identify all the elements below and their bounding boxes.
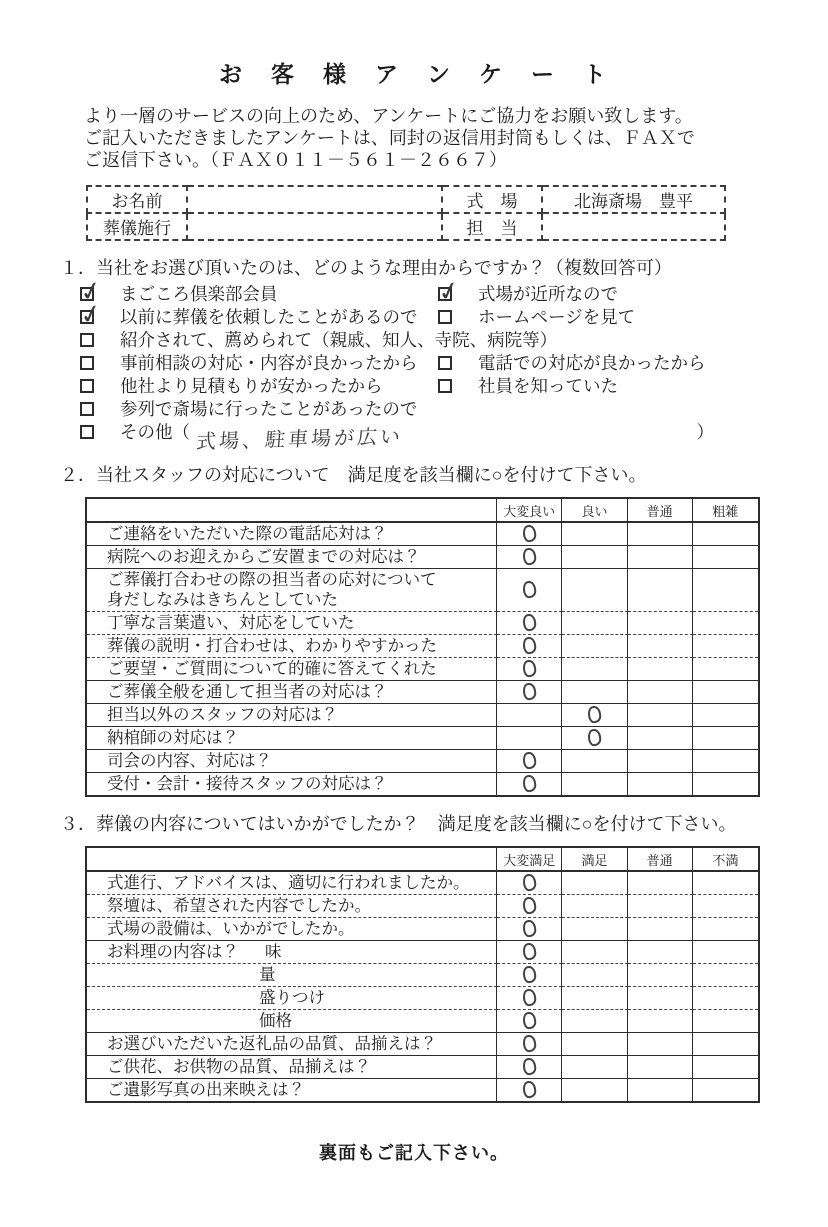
rating-cell[interactable] <box>693 523 758 546</box>
question-label: お選びいただいた返礼品の品質、品揃えは？ <box>87 1033 497 1056</box>
q1-option <box>80 398 417 421</box>
rating-column-header: 満足 <box>562 848 627 872</box>
handwritten-circle-mark <box>522 659 537 678</box>
rating-cell[interactable] <box>497 704 562 727</box>
handwritten-circle-mark <box>522 524 537 543</box>
rating-table-row <box>87 895 758 918</box>
rating-column-header: 粗雑 <box>693 499 758 523</box>
option-label: まごころ倶楽部会員 <box>120 284 278 304</box>
rating-cell[interactable] <box>562 941 627 964</box>
rating-cell[interactable] <box>562 681 627 704</box>
intro-line: ご記入いただきましたアンケートは、同封の返信用封筒もしくは、ＦＡＸで <box>84 128 695 148</box>
rating-table-row <box>87 987 758 1010</box>
rating-cell[interactable] <box>628 523 693 546</box>
question-sub-label: 盛りつけ <box>259 989 325 1007</box>
rating-cell[interactable] <box>693 658 758 681</box>
info-row <box>87 213 725 240</box>
question-1-section <box>60 256 828 454</box>
rating-cell[interactable] <box>562 635 627 658</box>
question-label <box>87 987 497 1010</box>
q1-option <box>438 352 706 375</box>
rating-cell[interactable] <box>497 964 562 987</box>
rating-cell[interactable] <box>497 612 562 635</box>
question-label: 式進行、アドバイスは、適切に行われましたか。 <box>87 872 497 895</box>
rating-cell[interactable] <box>628 681 693 704</box>
q3-heading: ３．葬儀の内容についてはいかがでしたか？ 満足度を該当欄に○を付けて下さい。 <box>60 814 737 834</box>
question-label: ご葬儀打合わせの際の担当者の応対について 身だしなみはきちんとしていた <box>87 569 497 612</box>
rating-table-row <box>87 1033 758 1056</box>
option-label: 以前に葬儀を依頼したことがあるので <box>120 307 418 327</box>
handwritten-circle-mark <box>522 988 537 1007</box>
checked-checkbox[interactable] <box>80 310 94 324</box>
rating-cell[interactable] <box>562 964 627 987</box>
question-label: 病院へのお迎えからご安置までの対応は？ <box>87 546 497 569</box>
q1-option-line <box>80 375 828 398</box>
page-title: お 客 様 ア ン ケ ー ト <box>219 61 609 87</box>
rating-column-header: 普通 <box>628 499 693 523</box>
question-sub-label: 量 <box>259 966 276 984</box>
rating-table-row <box>87 658 758 681</box>
rating-cell[interactable] <box>693 1056 758 1079</box>
q1-option-line <box>80 306 828 329</box>
handwritten-circle-mark <box>522 896 537 915</box>
rating-cell[interactable] <box>497 773 562 795</box>
rating-table-row <box>87 681 758 704</box>
rating-cell[interactable] <box>693 546 758 569</box>
handwritten-circle-mark <box>522 873 537 892</box>
rating-header-row <box>87 499 758 523</box>
rating-cell[interactable] <box>693 964 758 987</box>
rating-cell[interactable] <box>562 523 627 546</box>
rating-cell[interactable] <box>628 1033 693 1056</box>
rating-cell[interactable] <box>562 658 627 681</box>
rating-cell[interactable] <box>562 612 627 635</box>
rating-cell[interactable] <box>562 569 627 612</box>
question-label: 受付・会計・接待スタッフの対応は？ <box>87 773 497 795</box>
rating-cell[interactable] <box>497 1010 562 1033</box>
question-sub-label: 価格 <box>259 1012 292 1030</box>
intro-line: ご返信下さい。（ＦＡＸ０１１－５６１－２６６７） <box>84 150 507 170</box>
intro-text <box>84 105 792 171</box>
handwritten-circle-mark <box>522 613 537 632</box>
q1-other-line <box>80 421 714 454</box>
rating-cell[interactable] <box>693 1033 758 1056</box>
staff-input-field[interactable] <box>542 213 725 240</box>
option-label: 事前相談の対応・内容が良かったから <box>120 353 418 373</box>
rating-cell[interactable] <box>693 1010 758 1033</box>
rating-cell[interactable] <box>497 750 562 773</box>
option-label: 社員を知っていた <box>478 376 618 396</box>
rating-cell[interactable] <box>693 987 758 1010</box>
rating-cell[interactable] <box>497 1033 562 1056</box>
q1-option-line <box>80 398 828 421</box>
rating-table-row <box>87 964 758 987</box>
rating-cell[interactable] <box>628 727 693 750</box>
checked-checkbox[interactable] <box>438 287 452 301</box>
rating-cell[interactable] <box>562 1079 627 1101</box>
rating-cell[interactable] <box>628 635 693 658</box>
question-label: ご要望・ご質問について的確に答えてくれた <box>87 658 497 681</box>
rating-cell[interactable] <box>497 727 562 750</box>
rating-cell[interactable] <box>693 635 758 658</box>
rating-cell[interactable] <box>628 1010 693 1033</box>
rating-cell[interactable] <box>497 658 562 681</box>
q1-option <box>80 375 438 398</box>
rating-table-row <box>87 612 758 635</box>
name-input-field[interactable] <box>187 186 442 213</box>
rating-cell[interactable] <box>497 918 562 941</box>
rating-cell[interactable] <box>497 941 562 964</box>
rating-table-row <box>87 773 758 795</box>
rating-table-row <box>87 569 758 612</box>
info-row <box>87 186 725 213</box>
question-label: 司会の内容、対応は？ <box>87 750 497 773</box>
handwritten-circle-mark <box>522 1011 537 1030</box>
rating-cell[interactable] <box>628 750 693 773</box>
handwritten-circle-mark <box>587 705 602 724</box>
rating-cell[interactable] <box>497 872 562 895</box>
rating-cell[interactable] <box>628 704 693 727</box>
rating-cell[interactable] <box>628 872 693 895</box>
rating-cell[interactable] <box>562 1056 627 1079</box>
rating-cell[interactable] <box>497 681 562 704</box>
checkbox[interactable] <box>80 402 94 416</box>
rating-cell[interactable] <box>562 872 627 895</box>
checkbox[interactable] <box>80 379 94 393</box>
rating-cell[interactable] <box>628 918 693 941</box>
rating-cell[interactable] <box>693 895 758 918</box>
handwritten-circle-mark <box>522 580 537 599</box>
question-label: 丁寧な言葉遣い、対応をしていた <box>87 612 497 635</box>
rating-cell[interactable] <box>693 569 758 612</box>
rating-table-row <box>87 523 758 546</box>
rating-cell[interactable] <box>562 704 627 727</box>
question-2-section <box>60 463 828 797</box>
rating-cell[interactable] <box>693 941 758 964</box>
service-input-field[interactable] <box>187 213 442 240</box>
rating-column-header: 普通 <box>628 848 693 872</box>
rating-cell[interactable] <box>628 773 693 795</box>
rating-table-row <box>87 941 758 964</box>
question-column-header <box>87 848 497 872</box>
option-label: 他社より見積もりが安かったから <box>120 376 383 396</box>
rating-cell[interactable] <box>628 941 693 964</box>
rating-cell[interactable] <box>693 612 758 635</box>
rating-column-header: 良い <box>562 499 627 523</box>
staff-rating-table <box>85 497 760 797</box>
question-sub-label: 味 <box>265 943 282 961</box>
rating-table-row <box>87 704 758 727</box>
rating-cell[interactable] <box>693 704 758 727</box>
handwritten-circle-mark <box>522 942 537 961</box>
handwritten-circle-mark <box>522 965 537 984</box>
handwritten-circle-mark <box>522 919 537 938</box>
venue-label: 式 場 <box>442 186 542 213</box>
rating-cell[interactable] <box>497 1079 562 1101</box>
respondent-info-table <box>86 185 726 241</box>
handwritten-circle-mark <box>522 1034 537 1053</box>
rating-table-row <box>87 1010 758 1033</box>
q1-heading: １．当社をお選び頂いたのは、どのような理由からですか？（複数回答可） <box>60 258 672 278</box>
checkbox[interactable] <box>438 310 452 324</box>
rating-column-header: 大変良い <box>497 499 562 523</box>
intro-line: より一層のサービスの向上のため、アンケートにご協力をお願い致します。 <box>84 106 693 126</box>
q1-option <box>438 306 635 329</box>
service-label: 葬儀施行 <box>87 213 187 240</box>
checkbox[interactable] <box>438 356 452 370</box>
question-label: 祭壇は、希望された内容でしたか。 <box>87 895 497 918</box>
staff-label: 担 当 <box>442 213 542 240</box>
rating-column-header: 大変満足 <box>497 848 562 872</box>
q1-option-line <box>80 352 828 375</box>
q1-option <box>80 329 557 352</box>
question-label: 担当以外のスタッフの対応は？ <box>87 704 497 727</box>
rating-cell[interactable] <box>628 1079 693 1101</box>
handwritten-circle-mark <box>522 682 537 701</box>
rating-table-row <box>87 1056 758 1079</box>
q1-option <box>438 375 618 398</box>
handwritten-other-answer: 式場、駐車場が広い <box>195 426 404 454</box>
option-label: 紹介されて、薦められて（親戚、知人、寺院、病院等） <box>120 330 558 350</box>
rating-cell[interactable] <box>693 681 758 704</box>
option-label: 式場が近所なので <box>478 284 618 304</box>
rating-header-row <box>87 848 758 872</box>
handwritten-circle-mark <box>522 774 537 793</box>
question-label <box>87 1010 497 1033</box>
question-3-section <box>60 812 828 1103</box>
rating-cell[interactable] <box>628 569 693 612</box>
rating-table-row <box>87 727 758 750</box>
handwritten-circle-mark <box>522 1057 537 1076</box>
rating-cell[interactable] <box>562 987 627 1010</box>
q1-option <box>80 306 438 329</box>
survey-form-page <box>0 56 828 1227</box>
handwritten-circle-mark <box>522 751 537 770</box>
option-label: ホームページを見て <box>478 307 636 327</box>
rating-cell[interactable] <box>562 1033 627 1056</box>
question-label: お料理の内容は？ 味 <box>87 941 497 964</box>
rating-cell[interactable] <box>562 546 627 569</box>
rating-cell[interactable] <box>562 773 627 795</box>
rating-cell[interactable] <box>497 895 562 918</box>
rating-cell[interactable] <box>562 918 627 941</box>
rating-cell[interactable] <box>628 1056 693 1079</box>
rating-cell[interactable] <box>628 964 693 987</box>
rating-cell[interactable] <box>693 918 758 941</box>
rating-cell[interactable] <box>693 750 758 773</box>
rating-cell[interactable] <box>497 569 562 612</box>
rating-cell[interactable] <box>693 773 758 795</box>
rating-cell[interactable] <box>693 727 758 750</box>
rating-cell[interactable] <box>628 612 693 635</box>
option-label: 電話での対応が良かったから <box>478 353 706 373</box>
name-label: お名前 <box>87 186 187 213</box>
rating-table-row <box>87 918 758 941</box>
rating-cell[interactable] <box>562 895 627 918</box>
rating-cell[interactable] <box>628 987 693 1010</box>
question-label: 式場の設備は、いかがでしたか。 <box>87 918 497 941</box>
rating-table-row <box>87 546 758 569</box>
question-label: 納棺師の対応は？ <box>87 727 497 750</box>
rating-cell[interactable] <box>562 750 627 773</box>
footer-note: 裏面もご記入下さい。 <box>319 1143 509 1163</box>
option-label: 参列で斎場に行ったことがあったので <box>120 399 418 419</box>
handwritten-circle-mark <box>522 1080 537 1099</box>
rating-cell[interactable] <box>497 546 562 569</box>
checkbox[interactable] <box>438 379 452 393</box>
q2-heading: ２．当社スタッフの対応について 満足度を該当欄に○を付けて下さい。 <box>60 465 647 485</box>
rating-cell[interactable] <box>693 872 758 895</box>
handwritten-circle-mark <box>587 728 602 747</box>
handwritten-circle-mark <box>522 636 537 655</box>
q1-option <box>80 283 438 306</box>
rating-cell[interactable] <box>562 727 627 750</box>
other-option-label: その他（ <box>120 422 190 442</box>
question-label: 葬儀の説明・打合わせは、わかりやすかった <box>87 635 497 658</box>
checkbox[interactable] <box>80 333 94 347</box>
rating-cell[interactable] <box>497 1056 562 1079</box>
rating-cell[interactable] <box>497 987 562 1010</box>
rating-cell[interactable] <box>628 895 693 918</box>
rating-cell[interactable] <box>693 1079 758 1101</box>
rating-cell[interactable] <box>497 523 562 546</box>
question-label <box>87 964 497 987</box>
venue-value: 北海斎場 豊平 <box>542 186 725 213</box>
checkbox[interactable] <box>80 425 94 439</box>
rating-cell[interactable] <box>628 546 693 569</box>
handwritten-circle-mark <box>522 547 537 566</box>
question-column-header <box>87 499 497 523</box>
rating-table-row <box>87 635 758 658</box>
q1-option <box>80 352 438 375</box>
rating-table-row <box>87 1079 758 1101</box>
question-label: ご連絡をいただいた際の電話応対は？ <box>87 523 497 546</box>
checkbox[interactable] <box>80 356 94 370</box>
rating-cell[interactable] <box>628 658 693 681</box>
question-label: ご遺影写真の出来映えは？ <box>87 1079 497 1101</box>
q1-option-line <box>80 283 828 306</box>
other-close-paren: ） <box>696 422 714 442</box>
q1-option-line <box>80 329 828 352</box>
question-label: ご葬儀全般を通して担当者の対応は？ <box>87 681 497 704</box>
funeral-content-rating-table <box>85 846 760 1103</box>
q1-option <box>438 283 618 306</box>
question-label: ご供花、お供物の品質、品揃えは？ <box>87 1056 497 1079</box>
q1-option-list <box>60 283 828 421</box>
rating-table-row <box>87 872 758 895</box>
rating-column-header: 不満 <box>693 848 758 872</box>
rating-table-row <box>87 750 758 773</box>
rating-cell[interactable] <box>562 1010 627 1033</box>
rating-cell[interactable] <box>497 635 562 658</box>
